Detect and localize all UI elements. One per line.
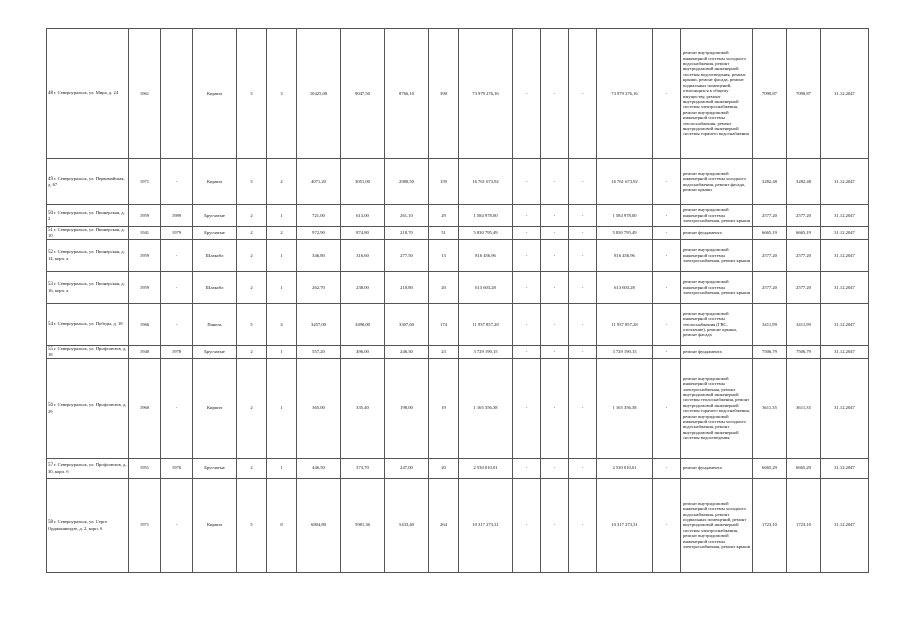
cell-entrances: 1 (267, 205, 297, 227)
cell-c1: - (513, 345, 541, 358)
cell-c3: - (569, 358, 597, 458)
cell-material: Кирпич (193, 159, 237, 205)
cell-floors: 2 (237, 239, 267, 271)
cell-cost-fund: 816 456,96 (597, 239, 653, 271)
cell-year: 1960 (129, 358, 161, 458)
cell-material: Брусчатые (193, 205, 237, 227)
cell-year: 1959 (129, 239, 161, 271)
cell-c1: - (513, 159, 541, 205)
cell-area-residential: 198,00 (385, 358, 429, 458)
cell-entrances: 8 (267, 478, 297, 572)
table-row (47, 303, 869, 345)
cell-max-cost: 3411,99 (787, 303, 821, 345)
table-row (47, 478, 869, 572)
cell-cost-fund: 16 761 673,92 (597, 159, 653, 205)
cell-area-live: 5981,36 (341, 478, 385, 572)
address-text: г. Североуральск, ул. Профсоюзов, д. 30, корп. б (48, 462, 127, 474)
cell-deadline: 31.12.2047 (821, 271, 869, 303)
cell-entrances: 1 (267, 458, 297, 478)
cell-c4: - (653, 345, 681, 358)
cell-cost-fund: 3 729 190,15 (597, 345, 653, 358)
cell-works: ремонт внутридомовой инженерной системы теплоснабжения (ГВС, отопление), ремонт крыши, ремонт фасада (681, 303, 753, 345)
cell-c2: - (541, 358, 569, 458)
cell-area-total: 4071,20 (297, 159, 341, 205)
cell-c2: - (541, 239, 569, 271)
cell-c2: - (541, 478, 569, 572)
address-text: г. Североуральск, ул. Первомайская, д. 67 (48, 175, 125, 187)
address-cell (47, 205, 129, 227)
cell-residents: 29 (429, 205, 459, 227)
cell-area-live: 613,00 (341, 205, 385, 227)
cell-area-live: 3498,00 (341, 303, 385, 345)
cell-area-residential: 5433,40 (385, 478, 429, 572)
cell-max-cost: 2577,20 (787, 205, 821, 227)
cell-floors: 5 (237, 29, 267, 159)
cell-residents: 23 (429, 345, 459, 358)
cell-c3: - (569, 303, 597, 345)
address-cell (47, 358, 129, 458)
cell-area-total: 346,80 (297, 239, 341, 271)
cell-area-live: 9047,50 (341, 29, 385, 159)
cell-deadline: 31.12.2047 (821, 239, 869, 271)
cell-max-cost: 2577,20 (787, 271, 821, 303)
cell-c2: - (541, 303, 569, 345)
cell-deadline: 31.12.2047 (821, 227, 869, 240)
cell-area-residential: 2980,50 (385, 159, 429, 205)
address-text: г. Североуральск, ул. Профсоюзов, д. 18 (48, 345, 127, 358)
cell-area-total: 721,00 (297, 205, 341, 227)
cell-cost-total: 16 761 673,92 (459, 159, 513, 205)
cell-deadline: 31.12.2047 (821, 478, 869, 572)
row-number: 56 (48, 403, 53, 409)
address-text: г. Североуральск, ул. Победы, д. 18 (54, 321, 123, 327)
cell-cost-total: 5 830 795,49 (459, 227, 513, 240)
cell-unit-cost: 2577,20 (753, 205, 787, 227)
cell-cost-fund: 5 830 795,49 (597, 227, 653, 240)
cell-reconstr: 1989 (161, 205, 193, 227)
cell-reconstr: - (161, 159, 193, 205)
cell-year: 1971 (129, 159, 161, 205)
cell-area-total: 262,70 (297, 271, 341, 303)
cell-year: 1951 (129, 458, 161, 478)
cell-entrances: 2 (267, 227, 297, 240)
row-number: 49 (48, 176, 53, 182)
table-row (47, 205, 869, 227)
cell-works: ремонт внутридомовой инженерной системы холодного водоснабжения, ремонт подвальных помещений, ремонт внутридомовой инженерной системы электроснабжения, ремонт внутридомовой инженерной системы электроснабжения, ремонт крыши (681, 478, 753, 572)
cell-c4: - (653, 478, 681, 572)
cell-year: 1959 (129, 271, 161, 303)
address-text: г. Североуральск, ул. Пионерская, д. 10 (48, 227, 125, 239)
cell-residents: 390 (429, 29, 459, 159)
cell-area-residential: 277,50 (385, 239, 429, 271)
cell-c4: - (653, 29, 681, 159)
cell-area-residential: 247,00 (385, 458, 429, 478)
cell-c1: - (513, 303, 541, 345)
cell-area-total: 10425,00 (297, 29, 341, 159)
cell-residents: 20 (429, 271, 459, 303)
address-cell (47, 345, 129, 358)
cell-unit-cost: 2577,20 (753, 239, 787, 271)
cell-unit-cost: 7090,87 (753, 29, 787, 159)
cell-area-total: 972,90 (297, 227, 341, 240)
cell-c1: - (513, 358, 541, 458)
address-text: г. Североуральск, ул. Мира, д. 24 (54, 90, 119, 96)
cell-year: 1961 (129, 29, 161, 159)
cell-c3: - (569, 239, 597, 271)
cell-material: Брусчатые (193, 345, 237, 358)
cell-cost-total: 613 603,28 (459, 271, 513, 303)
cell-cost-total: 10 317 273,31 (459, 478, 513, 572)
cell-residents: 51 (429, 227, 459, 240)
cell-area-residential: 218,70 (385, 227, 429, 240)
cell-area-live: 335,40 (341, 358, 385, 458)
row-number: 48 (48, 91, 53, 97)
cell-entrances: 1 (267, 345, 297, 358)
cell-reconstr: - (161, 239, 193, 271)
cell-deadline: 31.12.2047 (821, 159, 869, 205)
cell-deadline: 31.12.2047 (821, 345, 869, 358)
cell-material: Шлакобл (193, 271, 237, 303)
cell-floors: 5 (237, 303, 267, 345)
cell-works: ремонт внутридомовой инженерной системы электроснабжения, ремонт внутридомовой инженерной системы теплоснабжения, ремонт внутридомовой инженерной системы горячего водоснабжения, ремонт внутридомовой инженерной системы холодного водоснабжения, ремонт внутридомовой инженерной системы водоотведения (681, 358, 753, 458)
cell-c1: - (513, 29, 541, 159)
cell-residents: 19 (429, 358, 459, 458)
cell-area-live: 373,70 (341, 458, 385, 478)
address-text: г. Североуральск, ул. Серго Орджоникидзе, д. 2, корп. б (48, 519, 108, 531)
row-number: 58 (48, 520, 53, 526)
cell-c3: - (569, 205, 597, 227)
cell-floors: 5 (237, 159, 267, 205)
cell-residents: 159 (429, 159, 459, 205)
cell-year: 1940 (129, 345, 161, 358)
cell-residents: 174 (429, 303, 459, 345)
row-number: 55 (48, 346, 53, 352)
cell-unit-cost: 2577,20 (753, 271, 787, 303)
cell-deadline: 31.12.2047 (821, 458, 869, 478)
address-cell (47, 458, 129, 478)
cell-c3: - (569, 458, 597, 478)
cell-cost-total: 2 530 010,01 (459, 458, 513, 478)
cell-floors: 2 (237, 345, 267, 358)
cell-c2: - (541, 205, 569, 227)
cell-area-live: 874,80 (341, 227, 385, 240)
cell-cost-fund: 613 603,28 (597, 271, 653, 303)
cell-works: ремонт фундамента (681, 345, 753, 358)
cell-works: ремонт внутридомовой инженерной системы электроснабжения, ремонт крыши (681, 205, 753, 227)
cell-deadline: 31.12.2047 (821, 303, 869, 345)
cell-floors: 2 (237, 227, 267, 240)
address-cell (47, 478, 129, 572)
cell-unit-cost: 6665,19 (753, 227, 787, 240)
cell-c4: - (653, 303, 681, 345)
cell-area-residential: 8766,10 (385, 29, 429, 159)
cell-entrances: 1 (267, 271, 297, 303)
cell-deadline: 31.12.2047 (821, 29, 869, 159)
cell-reconstr: - (161, 358, 193, 458)
row-number: 53 (48, 282, 53, 288)
table-row (47, 227, 869, 240)
address-cell (47, 227, 129, 240)
cell-cost-fund: 10 317 273,31 (597, 478, 653, 572)
table-row (47, 239, 869, 271)
cell-cost-total: 3 729 190,15 (459, 345, 513, 358)
cell-entrances: 2 (267, 159, 297, 205)
cell-works: ремонт фундамента (681, 458, 753, 478)
cell-c4: - (653, 458, 681, 478)
cell-residents: 20 (429, 458, 459, 478)
cell-area-total: 557,20 (297, 345, 341, 358)
cell-cost-fund: 2 530 010,01 (597, 458, 653, 478)
table-row (47, 345, 869, 358)
cell-area-total: 6804,80 (297, 478, 341, 572)
cell-material: Кирпич (193, 29, 237, 159)
cell-max-cost: 3282,48 (787, 159, 821, 205)
cell-works: ремонт внутридомовой инженерной системы холодного водоснабжения, ремонт фасада, ремонт крыши (681, 159, 753, 205)
cell-max-cost: 3611,35 (787, 358, 821, 458)
cell-works: ремонт внутридомовой инженерной системы электроснабжения, ремонт крыши (681, 271, 753, 303)
cell-reconstr: 1978 (161, 345, 193, 358)
cell-max-cost: 7506,79 (787, 345, 821, 358)
cell-cost-fund: 11 937 857,28 (597, 303, 653, 345)
table-row (47, 159, 869, 205)
cell-c4: - (653, 205, 681, 227)
cell-area-residential: 210,80 (385, 271, 429, 303)
table-row (47, 271, 869, 303)
cell-floors: 5 (237, 478, 267, 572)
cell-reconstr: - (161, 271, 193, 303)
cell-reconstr: 1976 (161, 458, 193, 478)
cell-floors: 2 (237, 458, 267, 478)
cell-area-residential: 3307,60 (385, 303, 429, 345)
cell-c1: - (513, 227, 541, 240)
cell-reconstr: - (161, 303, 193, 345)
cell-unit-cost: 3611,35 (753, 358, 787, 458)
cell-c4: - (653, 159, 681, 205)
cell-works: ремонт внутридомовой инженерной системы электроснабжения, ремонт крыши (681, 239, 753, 271)
cell-c1: - (513, 205, 541, 227)
cell-reconstr: - (161, 478, 193, 572)
cell-max-cost: 1723,10 (787, 478, 821, 572)
cell-area-live: 238,00 (341, 271, 385, 303)
cell-entrances: 1 (267, 358, 297, 458)
cell-unit-cost: 3282,48 (753, 159, 787, 205)
cell-area-live: 316,60 (341, 239, 385, 271)
cell-reconstr: 1979 (161, 227, 193, 240)
address-cell (47, 29, 129, 159)
cell-cost-fund: 1 165 356,38 (597, 358, 653, 458)
cell-c2: - (541, 458, 569, 478)
cell-max-cost: 7090,87 (787, 29, 821, 159)
cell-c3: - (569, 227, 597, 240)
cell-cost-total: 1 165 356,38 (459, 358, 513, 458)
table-row (47, 358, 869, 458)
cell-c1: - (513, 478, 541, 572)
cell-c4: - (653, 239, 681, 271)
cell-deadline: 31.12.2047 (821, 205, 869, 227)
cell-entrances: 4 (267, 303, 297, 345)
address-cell (47, 303, 129, 345)
cell-cost-total: 11 937 857,28 (459, 303, 513, 345)
cell-material: Шлакобл (193, 239, 237, 271)
cell-unit-cost: 7506,79 (753, 345, 787, 358)
row-number: 57 (48, 463, 53, 469)
row-number: 52 (48, 250, 53, 256)
cell-cost-fund: 1 584 978,00 (597, 205, 653, 227)
cell-year: 1966 (129, 303, 161, 345)
cell-unit-cost: 6665,29 (753, 458, 787, 478)
cell-unit-cost: 1723,10 (753, 478, 787, 572)
cell-cost-total: 1 584 978,00 (459, 205, 513, 227)
cell-year: 1941 (129, 227, 161, 240)
cell-floors: 2 (237, 205, 267, 227)
cell-entrances: 1 (267, 239, 297, 271)
table-row (47, 458, 869, 478)
address-text: г. Североуральск, ул. Пионерская, д. 2 (48, 209, 125, 221)
cell-max-cost: 6665,19 (787, 227, 821, 240)
cell-area-residential: 261,10 (385, 205, 429, 227)
address-text: г. Североуральск, ул. Пионерская, д. 16, корп. а (48, 281, 125, 293)
cell-c3: - (569, 345, 597, 358)
cell-area-residential: 246,30 (385, 345, 429, 358)
cell-works: ремонт фундамента (681, 227, 753, 240)
cell-area-total: 3457,00 (297, 303, 341, 345)
cell-c4: - (653, 271, 681, 303)
cell-works: ремонт внутридомовой инженерной системы холодного водоснабжения, ремонт внутридомовой инженерной системы водоотведения, ремонт крыши, ремонт фасада, ремонт подвальных помещений, относящихся к общему имуществу, ремонт внутридомовой инженерной системы электроснабжения, ремонт внутридомовой инженерной системы теплоснабжения, ремонт внутридомовой инженерной системы горячего водоснабжения (681, 29, 753, 159)
repair-register-table (46, 28, 869, 573)
cell-c3: - (569, 478, 597, 572)
cell-material: Кирпич (193, 358, 237, 458)
cell-c2: - (541, 159, 569, 205)
cell-cost-fund: 73 979 276,16 (597, 29, 653, 159)
cell-c2: - (541, 29, 569, 159)
cell-max-cost: 2577,20 (787, 239, 821, 271)
cell-c1: - (513, 239, 541, 271)
cell-residents: 13 (429, 239, 459, 271)
cell-cost-total: 816 456,96 (459, 239, 513, 271)
row-number: 50 (48, 210, 53, 216)
cell-area-live: 496,00 (341, 345, 385, 358)
cell-entrances: 3 (267, 29, 297, 159)
cell-cost-total: 73 979 276,16 (459, 29, 513, 159)
address-cell (47, 159, 129, 205)
row-number: 51 (48, 228, 53, 233)
cell-c1: - (513, 458, 541, 478)
cell-deadline: 31.12.2047 (821, 358, 869, 458)
address-text: г. Североуральск, ул. Профсоюзов, д. 29 (48, 402, 127, 414)
cell-max-cost: 6665,29 (787, 458, 821, 478)
table-row (47, 29, 869, 159)
cell-area-live: 3051,00 (341, 159, 385, 205)
cell-material: Кирпич (193, 478, 237, 572)
cell-c4: - (653, 358, 681, 458)
cell-area-total: 365,00 (297, 358, 341, 458)
cell-c2: - (541, 227, 569, 240)
cell-reconstr (161, 29, 193, 159)
cell-floors: 2 (237, 271, 267, 303)
cell-c4: - (653, 227, 681, 240)
address-text: г. Североуральск, ул. Пионерская, д. 14, корп. а (48, 249, 125, 261)
row-number: 54 (48, 322, 53, 328)
address-cell (47, 239, 129, 271)
cell-c3: - (569, 159, 597, 205)
address-cell (47, 271, 129, 303)
cell-material: Брусчатые (193, 227, 237, 240)
cell-c3: - (569, 271, 597, 303)
cell-year: 1959 (129, 205, 161, 227)
cell-c1: - (513, 271, 541, 303)
cell-area-total: 446,50 (297, 458, 341, 478)
cell-c3: - (569, 29, 597, 159)
cell-unit-cost: 3411,99 (753, 303, 787, 345)
cell-c2: - (541, 345, 569, 358)
cell-residents: 264 (429, 478, 459, 572)
cell-material: Панель (193, 303, 237, 345)
cell-year: 1971 (129, 478, 161, 572)
cell-floors: 2 (237, 358, 267, 458)
cell-material: Брусчатые (193, 458, 237, 478)
cell-c2: - (541, 271, 569, 303)
